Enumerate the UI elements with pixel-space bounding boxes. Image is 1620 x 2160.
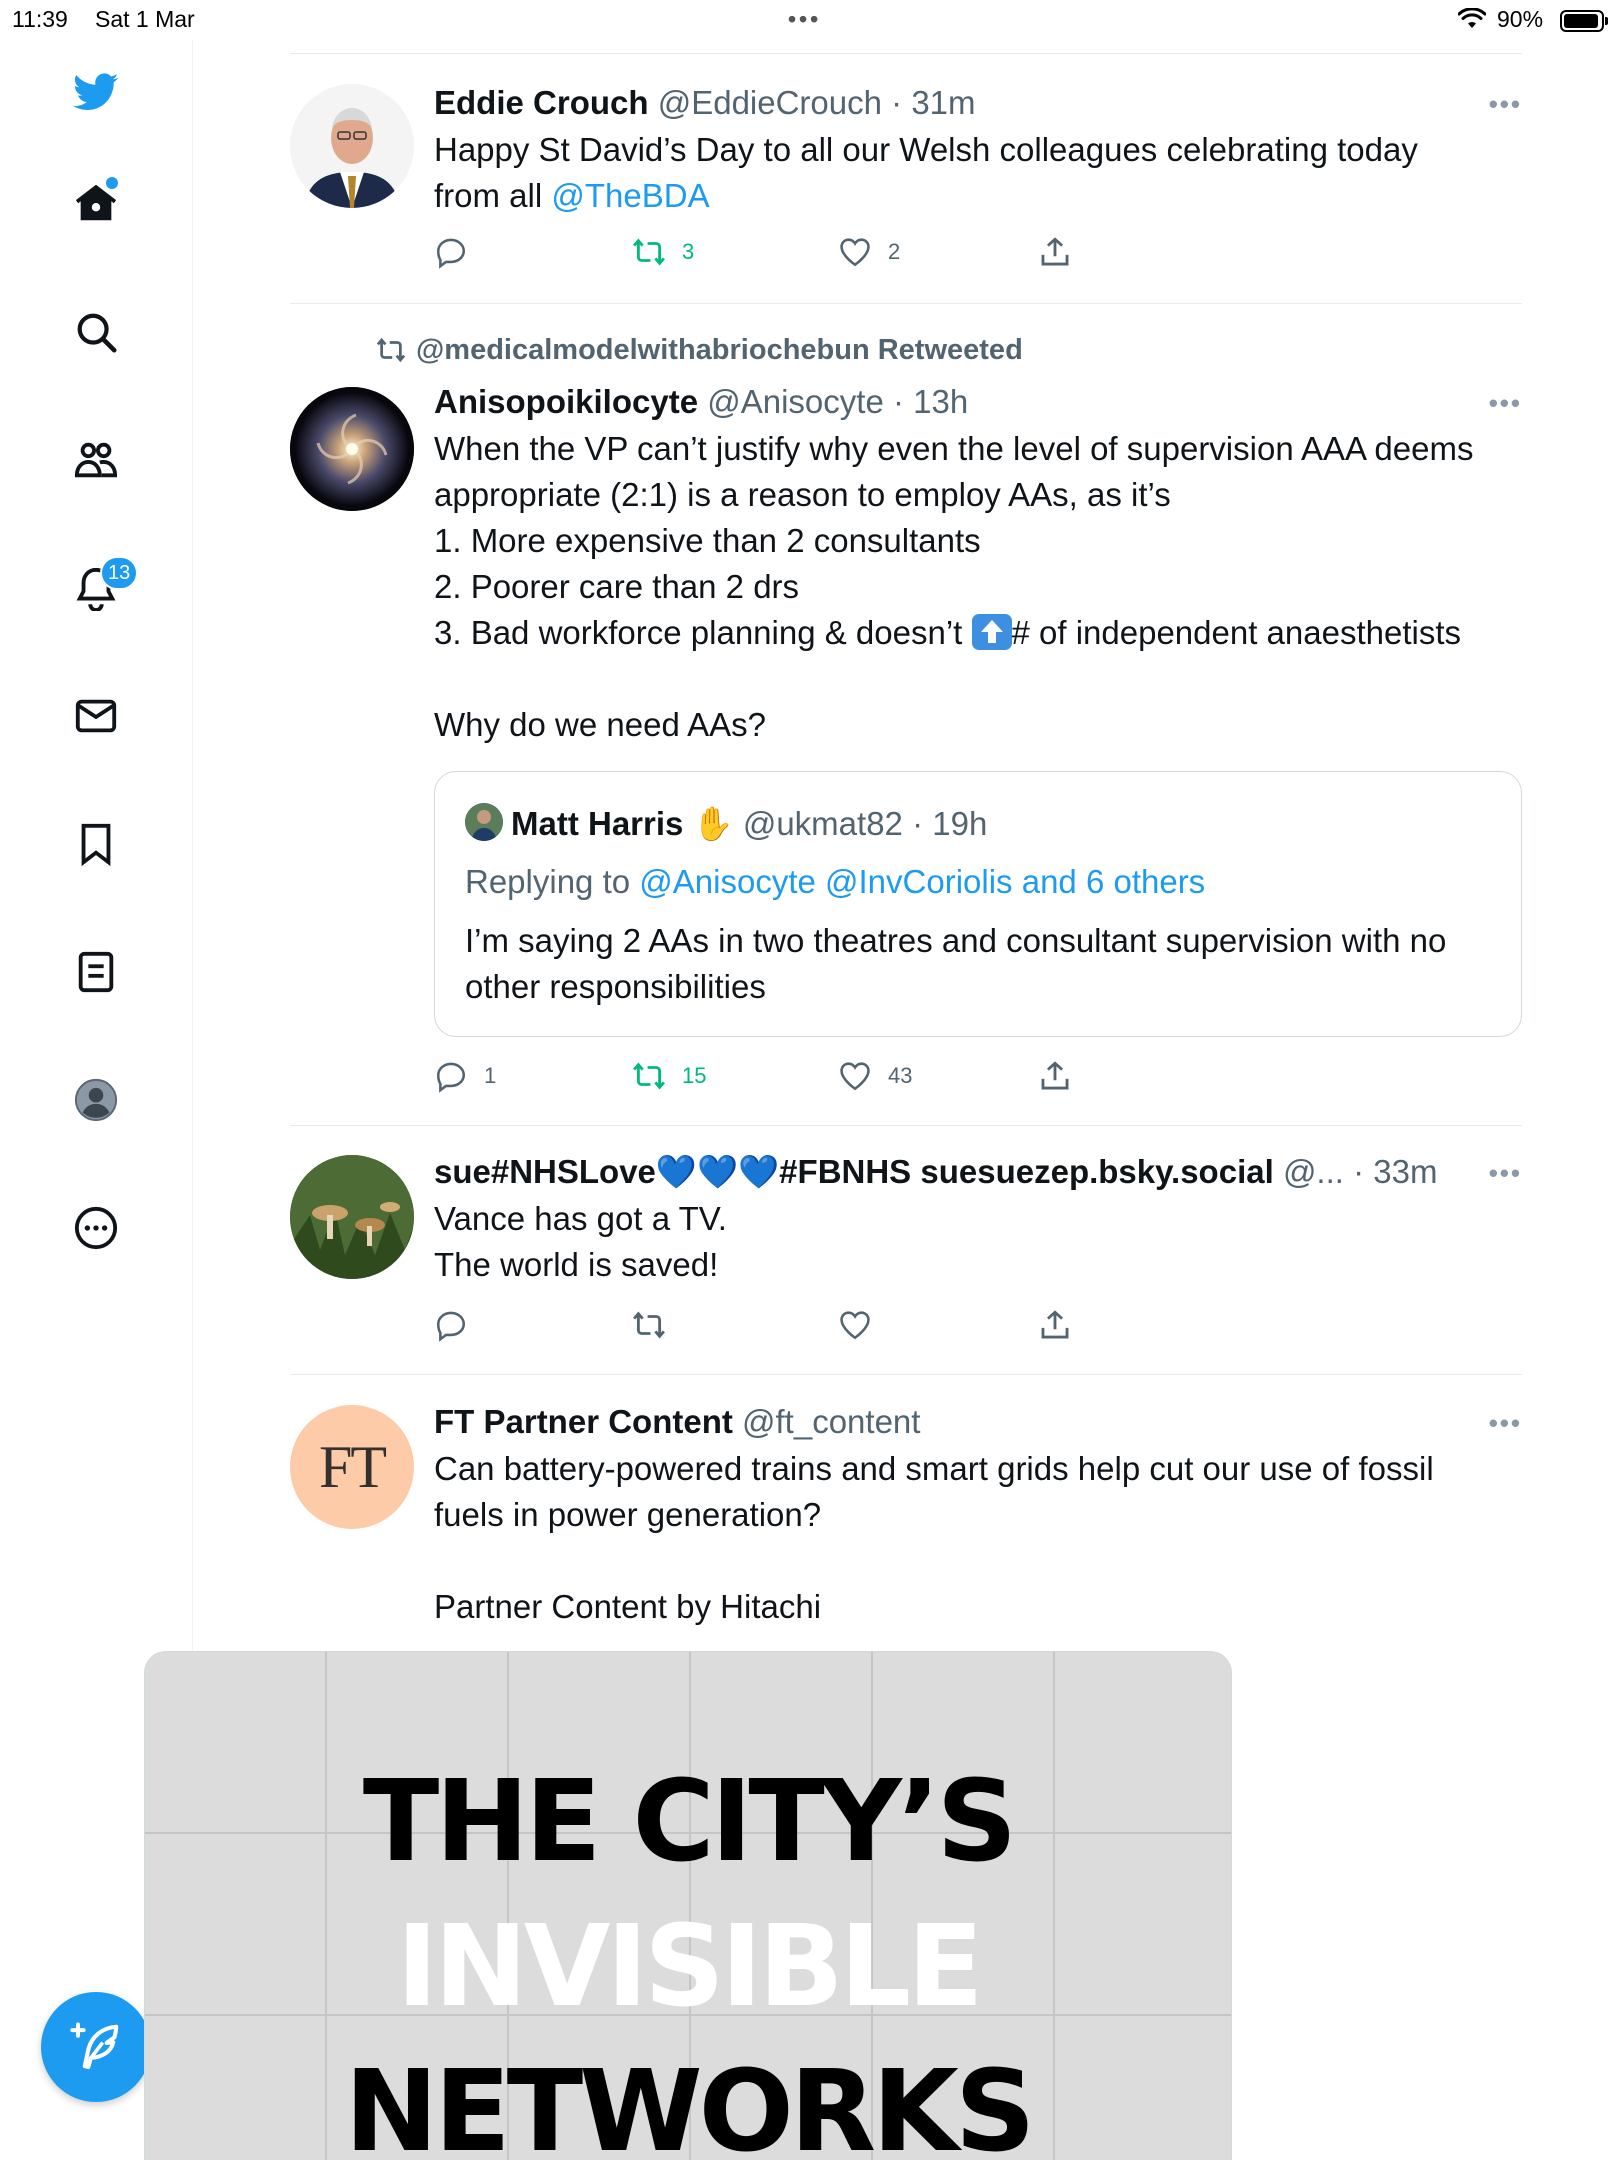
card-headline-line-3: NETWORKS [344, 2047, 1032, 2160]
retweet-button[interactable] [632, 235, 694, 269]
notifications-badge: 13 [100, 556, 138, 590]
tweet-text-line: 1. More expensive than 2 consultants [434, 522, 981, 559]
messages-icon[interactable] [66, 686, 126, 746]
author-handle[interactable]: @Anisocyte [707, 383, 884, 420]
tweet-header [434, 1150, 1474, 1194]
card-headline-line-2: INVISIBLE [396, 1902, 980, 2032]
author-handle[interactable]: @EddieCrouch [657, 84, 882, 121]
quote-time: · 19h [912, 805, 988, 842]
quote-header [465, 802, 987, 846]
reply-icon [434, 235, 468, 269]
tweet-more-icon[interactable]: ••• [1488, 1408, 1522, 1438]
quote-author-handle[interactable]: @ukmat82 [742, 805, 903, 842]
tweet-more-icon[interactable]: ••• [1488, 1158, 1522, 1188]
like-button[interactable] [838, 1059, 912, 1093]
author-name[interactable]: FT Partner Content [434, 1403, 733, 1440]
retweet-icon [632, 1059, 666, 1093]
home-icon[interactable] [66, 173, 126, 233]
multitasking-dots-icon[interactable]: ••• [788, 6, 822, 32]
tweet-text [434, 1196, 1522, 1288]
tweet-text-line: 2. Poorer care than 2 drs [434, 568, 800, 605]
author-handle[interactable]: @ft_content [742, 1403, 921, 1440]
reply-icon [434, 1059, 468, 1093]
tweet-text-line: Can battery-powered trains and smart grids help cut our use of fossil [434, 1450, 1434, 1487]
tweet-more-icon[interactable]: ••• [1488, 388, 1522, 418]
profile-avatar-icon[interactable] [66, 1070, 126, 1130]
tweet-text-span: 3. Bad workforce planning & doesn’t [434, 614, 972, 651]
tweet-text-line: Why do we need AAs? [434, 706, 767, 743]
tweet-actions [434, 235, 1522, 285]
communities-icon[interactable] [66, 430, 126, 490]
feed-divider [290, 303, 1522, 304]
retweeted-by-label: @medicalmodelwithabriochebun Retweeted [416, 334, 1023, 366]
reply-button[interactable] [434, 235, 484, 269]
avatar[interactable] [290, 1405, 414, 1529]
tweet-header [434, 81, 1522, 125]
feed-divider [290, 53, 1522, 54]
heart-icon [838, 1308, 872, 1342]
retweet-count: 3 [682, 239, 695, 264]
tweet-time[interactable]: · 13h [892, 383, 969, 420]
author-name[interactable]: sue#NHSLove💙💙💙#FBNHS suesuezep.bsky.social [434, 1153, 1274, 1190]
retweet-icon [632, 235, 666, 269]
replying-to [465, 860, 1205, 904]
share-button[interactable] [1038, 235, 1088, 269]
quote-text-line: I’m saying 2 AAs in two theatres and consultant supervision with no [465, 922, 1447, 959]
twitter-logo-icon[interactable] [66, 62, 126, 122]
share-icon [1038, 1308, 1072, 1342]
retweet-button[interactable] [632, 1308, 682, 1342]
retweet-indicator-icon [372, 335, 410, 365]
tweet-text-span: from all [434, 177, 552, 214]
lists-icon[interactable] [66, 942, 126, 1002]
feed-divider [290, 1125, 1522, 1126]
status-bar [0, 0, 1620, 40]
bookmark-icon[interactable] [66, 814, 126, 874]
tweet-text-line: fuels in power generation? [434, 1496, 822, 1533]
home-new-indicator [106, 177, 118, 189]
tweet-time[interactable]: · 33m [1353, 1153, 1438, 1190]
like-button[interactable] [838, 1308, 888, 1342]
share-icon [1038, 235, 1072, 269]
tweet-text-line: Happy St David’s Day to all our Welsh colleagues celebrating today [434, 131, 1418, 168]
reply-count: 1 [484, 1063, 497, 1088]
reply-button[interactable] [434, 1059, 496, 1093]
compose-tweet-button[interactable] [41, 1992, 151, 2102]
quote-avatar[interactable] [465, 803, 503, 841]
tweet-actions [434, 1308, 1522, 1358]
battery-icon [1560, 10, 1604, 32]
tweet-text-line: Vance has got a TV. [434, 1200, 727, 1237]
retweet-button[interactable] [632, 1059, 706, 1093]
ft-logo-text: FT [318, 1433, 386, 1500]
author-handle[interactable]: @... [1282, 1153, 1344, 1190]
tweet-text-line: When the VP can’t justify why even the level of supervision AAA deems [434, 430, 1474, 467]
notifications-bell-icon[interactable] [66, 558, 131, 618]
raised-hand-emoji: ✋ [692, 805, 734, 842]
like-count: 2 [888, 239, 901, 264]
share-icon [1038, 1059, 1072, 1093]
status-time: 11:39 [12, 6, 68, 32]
promoted-card-image[interactable] [144, 1651, 1232, 2160]
tweet-header [434, 380, 1522, 424]
tweet-text-line [434, 173, 1522, 219]
quoted-tweet[interactable] [434, 771, 1522, 1037]
up-arrow-emoji-icon [972, 614, 1012, 650]
reply-icon [434, 1308, 468, 1342]
heart-icon [838, 235, 872, 269]
feed-divider [290, 1374, 1522, 1375]
avatar[interactable] [290, 387, 414, 511]
tweet-text-line: appropriate (2:1) is a reason to employ AAs, as it’s [434, 476, 1171, 513]
tweet-header [434, 1400, 1522, 1444]
tweet-actions [434, 1059, 1522, 1109]
share-button[interactable] [1038, 1059, 1088, 1093]
retweeted-by[interactable] [372, 334, 1023, 367]
quote-author-name[interactable]: Matt Harris [511, 805, 684, 842]
mention-link[interactable]: @TheBDA [551, 177, 710, 214]
retweet-icon [632, 1308, 666, 1342]
tweet-more-icon[interactable]: ••• [1488, 89, 1522, 119]
replying-to-link[interactable]: @Anisocyte @InvCoriolis and 6 others [639, 863, 1206, 900]
author-name[interactable]: Eddie Crouch [434, 84, 649, 121]
card-headline-line-1: THE CITY’S [362, 1757, 1014, 1887]
tweet-text-line: The world is saved! [434, 1246, 719, 1283]
blank-line [434, 656, 1522, 702]
more-options-icon[interactable] [66, 1198, 126, 1258]
tweet-text [434, 127, 1522, 219]
avatar[interactable] [290, 1155, 414, 1279]
tweet-text-span: # of independent anaesthetists [1011, 614, 1462, 651]
like-count: 43 [888, 1063, 913, 1088]
tweet-time[interactable]: · 31m [891, 84, 976, 121]
quote-text-line: other responsibilities [465, 968, 766, 1005]
replying-prefix: Replying to [465, 863, 640, 900]
tweet-text-line [434, 610, 1522, 656]
search-icon[interactable] [66, 302, 126, 362]
status-date: Sat 1 Mar [95, 6, 195, 32]
retweet-count: 15 [682, 1063, 707, 1088]
tweet-text-line: Partner Content by Hitachi [434, 1588, 822, 1625]
tweet-text [434, 426, 1522, 748]
wifi-icon [1458, 8, 1486, 36]
compose-feather-icon [69, 2020, 123, 2074]
heart-icon [838, 1059, 872, 1093]
like-button[interactable] [838, 235, 900, 269]
battery-percent: 90% [1497, 6, 1544, 32]
reply-button[interactable] [434, 1308, 484, 1342]
share-button[interactable] [1038, 1308, 1088, 1342]
avatar[interactable] [290, 84, 414, 208]
blank-line [434, 1538, 1522, 1584]
tweet-text [434, 1446, 1522, 1630]
author-name[interactable]: Anisopoikilocyte [434, 383, 699, 420]
quote-text [465, 918, 1446, 1010]
